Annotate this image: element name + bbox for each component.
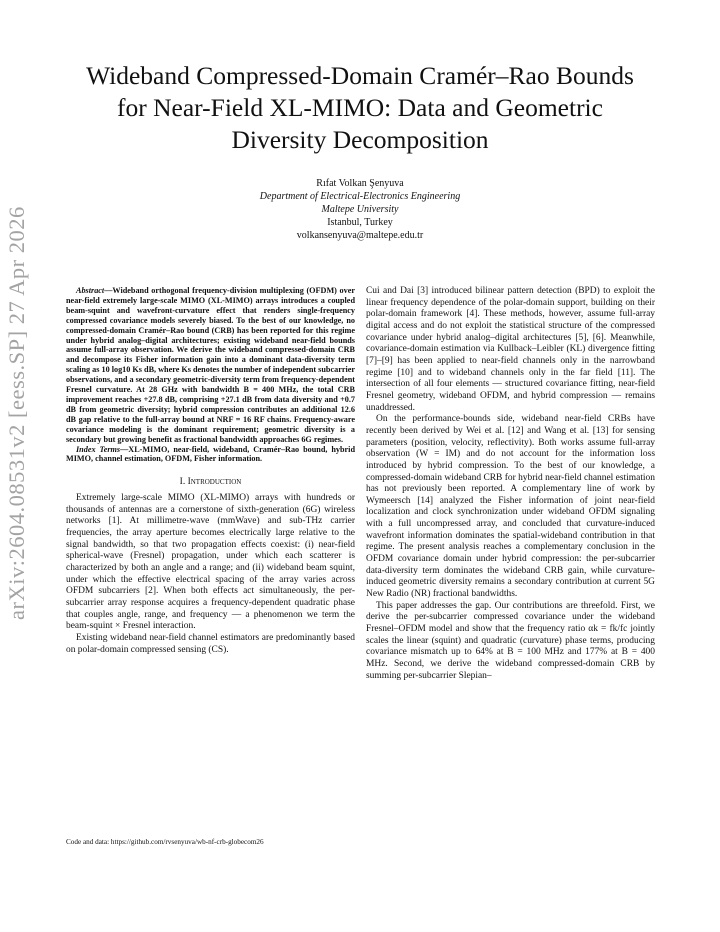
arxiv-identifier[interactable]: arXiv:2604.08531v2 [eess.SP] 27 Apr 2026 xyxy=(4,206,29,620)
author-university: Maltepe University xyxy=(321,204,399,215)
left-column xyxy=(66,286,355,656)
intro-paragraph-1: Extremely large-scale MIMO (XL-MIMO) arrays with hundreds or thousands of antennas are a cornerstone of sixth-generation (6G) wireless networks [1]. At millimetre-wave (mmWave) and sub-THz carrier frequencies, the array aperture becomes electrically large relative to the signal bandwidth, so that two propagation effects coexist: (i) near-field spherical-wave (Fresnel) propagation, under which each scatterer is characterized by both an angle and a range; and (ii) wideband beam squint, under which the effective electrical spacing of the array varies across OFDM subcarriers [2]. When both effects act simultaneously, the per-subcarrier array response acquires a frequency-dependent quadratic phase that couples angle, range, and frequency — a phenomenon we term the beam-squint × Fresnel interaction. xyxy=(66,492,355,632)
author-location: Istanbul, Turkey xyxy=(327,217,393,228)
abstract xyxy=(66,286,355,445)
author-department: Department of Electrical-Electronics Engineering xyxy=(259,191,461,202)
intro-paragraph-2: Existing wideband near-field channel estimators are predominantly based on polar-domain compressed sensing (CS). xyxy=(66,632,355,655)
index-terms-label: Index Terms xyxy=(76,444,121,454)
footnote: Code and data: https://github.com/rvsenyuva/wb-nf-crb-globecom26 xyxy=(66,838,264,846)
abstract-label: Abstract xyxy=(76,286,105,295)
index-terms-text: —XL-MIMO, near-field, wideband, Cramér–Rao bound, hybrid MIMO, channel estimation, OFDM, Fisher information. xyxy=(66,444,356,464)
abstract-text: —Wideband orthogonal frequency-division multiplexing (OFDM) over near-field extremely large-scale MIMO (XL-MIMO) arrays introduces a coupled beam-squint and wavefront-curvature effect that renders single-frequency compressed covariance models severely biased. To the best of our knowledge, no compressed-domain Cramér–Rao bound (CRB) has been reported for this regime under hybrid analog–digital architectures; existing wideband near-field bounds assume full-array observation. We derive the wideband compressed-domain CRB and decompose its Fisher information gain into a dominant data-diversity term scaling as 10 log10 Ks dB, where Ks denotes the number of independent subcarrier observations, and a secondary geometric-diversity term from frequency-dependent Fresnel curvature. At 28 GHz with bandwidth B = 400 MHz, the total CRB improvement reaches +27.8 dB, comprising +27.1 dB from data diversity and +0.7 dB from geometric diversity; hybrid compression contributes an additional 12.6 dB gap relative to the full-array bound at NRF = 16 RF chains. Frequency-aware covariance modeling is the dominant requirement; geometric diversity is a secondary but growing benefit as fractional bandwidth approaches 6G regimes. xyxy=(66,286,356,444)
right-column xyxy=(366,286,655,682)
author-email[interactable]: volkansenyuva@maltepe.edu.tr xyxy=(296,230,424,241)
section-heading: I. Introduction xyxy=(179,477,242,488)
author-block xyxy=(160,177,560,242)
intro-paragraph-4: On the performance-bounds side, wideband near-field CRBs have recently been derived by Wei et al. [12] and Wang et al. [13] for sensing parameters (position, velocity, reflectivity). Both works assume full-array observation (W = IM) and do not account for the information loss introduced by hybrid compression. To the best of our knowledge, a compressed-domain wideband CRB for hybrid near-field channel estimation has not previously been reported. A complementary line of work by Wymeersch [14] analyzed the Fisher information of joint near-field localization and clock synchronization under wideband OFDM signaling with a full uncompressed array, and concluded that curvature-induced wavefront information dominates the spatial-wideband contribution in that regime. The present analysis reaches a complementary conclusion in the OFDM covariance domain under hybrid compression: the per-subcarrier data-diversity term dominates the wideband CRB gain, while curvature-induced geometric diversity remains a secondary contribution at current 5G New Radio (NR) fractional bandwidths. xyxy=(366,414,655,600)
paper-title: Wideband Compressed-Domain Cramér–Rao Bounds for Near-Field XL-MIMO: Data and Geometric Diversity Decomposition xyxy=(86,61,634,154)
intro-paragraph-3: Cui and Dai [3] introduced bilinear pattern detection (BPD) to exploit the linear frequency dependence of the polar-domain support, building on their polar-domain framework [4]. These methods, however, assume full-array digital access and do not exploit the statistical structure of the compressed covariance under hybrid analog–digital architectures [5], [6]. Meanwhile, covariance-domain estimation via Kullback–Leibler (KL) divergence fitting [7]–[9] has been applied to near-field channels only in the narrowband regime [10] and to wideband channels only in the far field [11]. The intersection of all four elements — structured covariance fitting, near-field Fresnel geometry, wideband OFDM, and hybrid compression — remains unaddressed. xyxy=(366,286,655,413)
index-terms xyxy=(66,445,355,465)
intro-paragraph-5: This paper addresses the gap. Our contributions are threefold. First, we derive the per-subcarrier compressed covariance under the wideband Fresnel–OFDM model and show that the frequency ratio αk = fk/fc jointly scales the linear (squint) and quadratic (curvature) phase terms, producing covariance mismatch up to 64% at B = 100 MHz and 177% at B = 400 MHz. Second, we derive the wideband compressed-domain CRB by summing per-subcarrier Slepian– xyxy=(366,600,655,681)
author-name: Rıfat Volkan Şenyuva xyxy=(316,178,404,189)
